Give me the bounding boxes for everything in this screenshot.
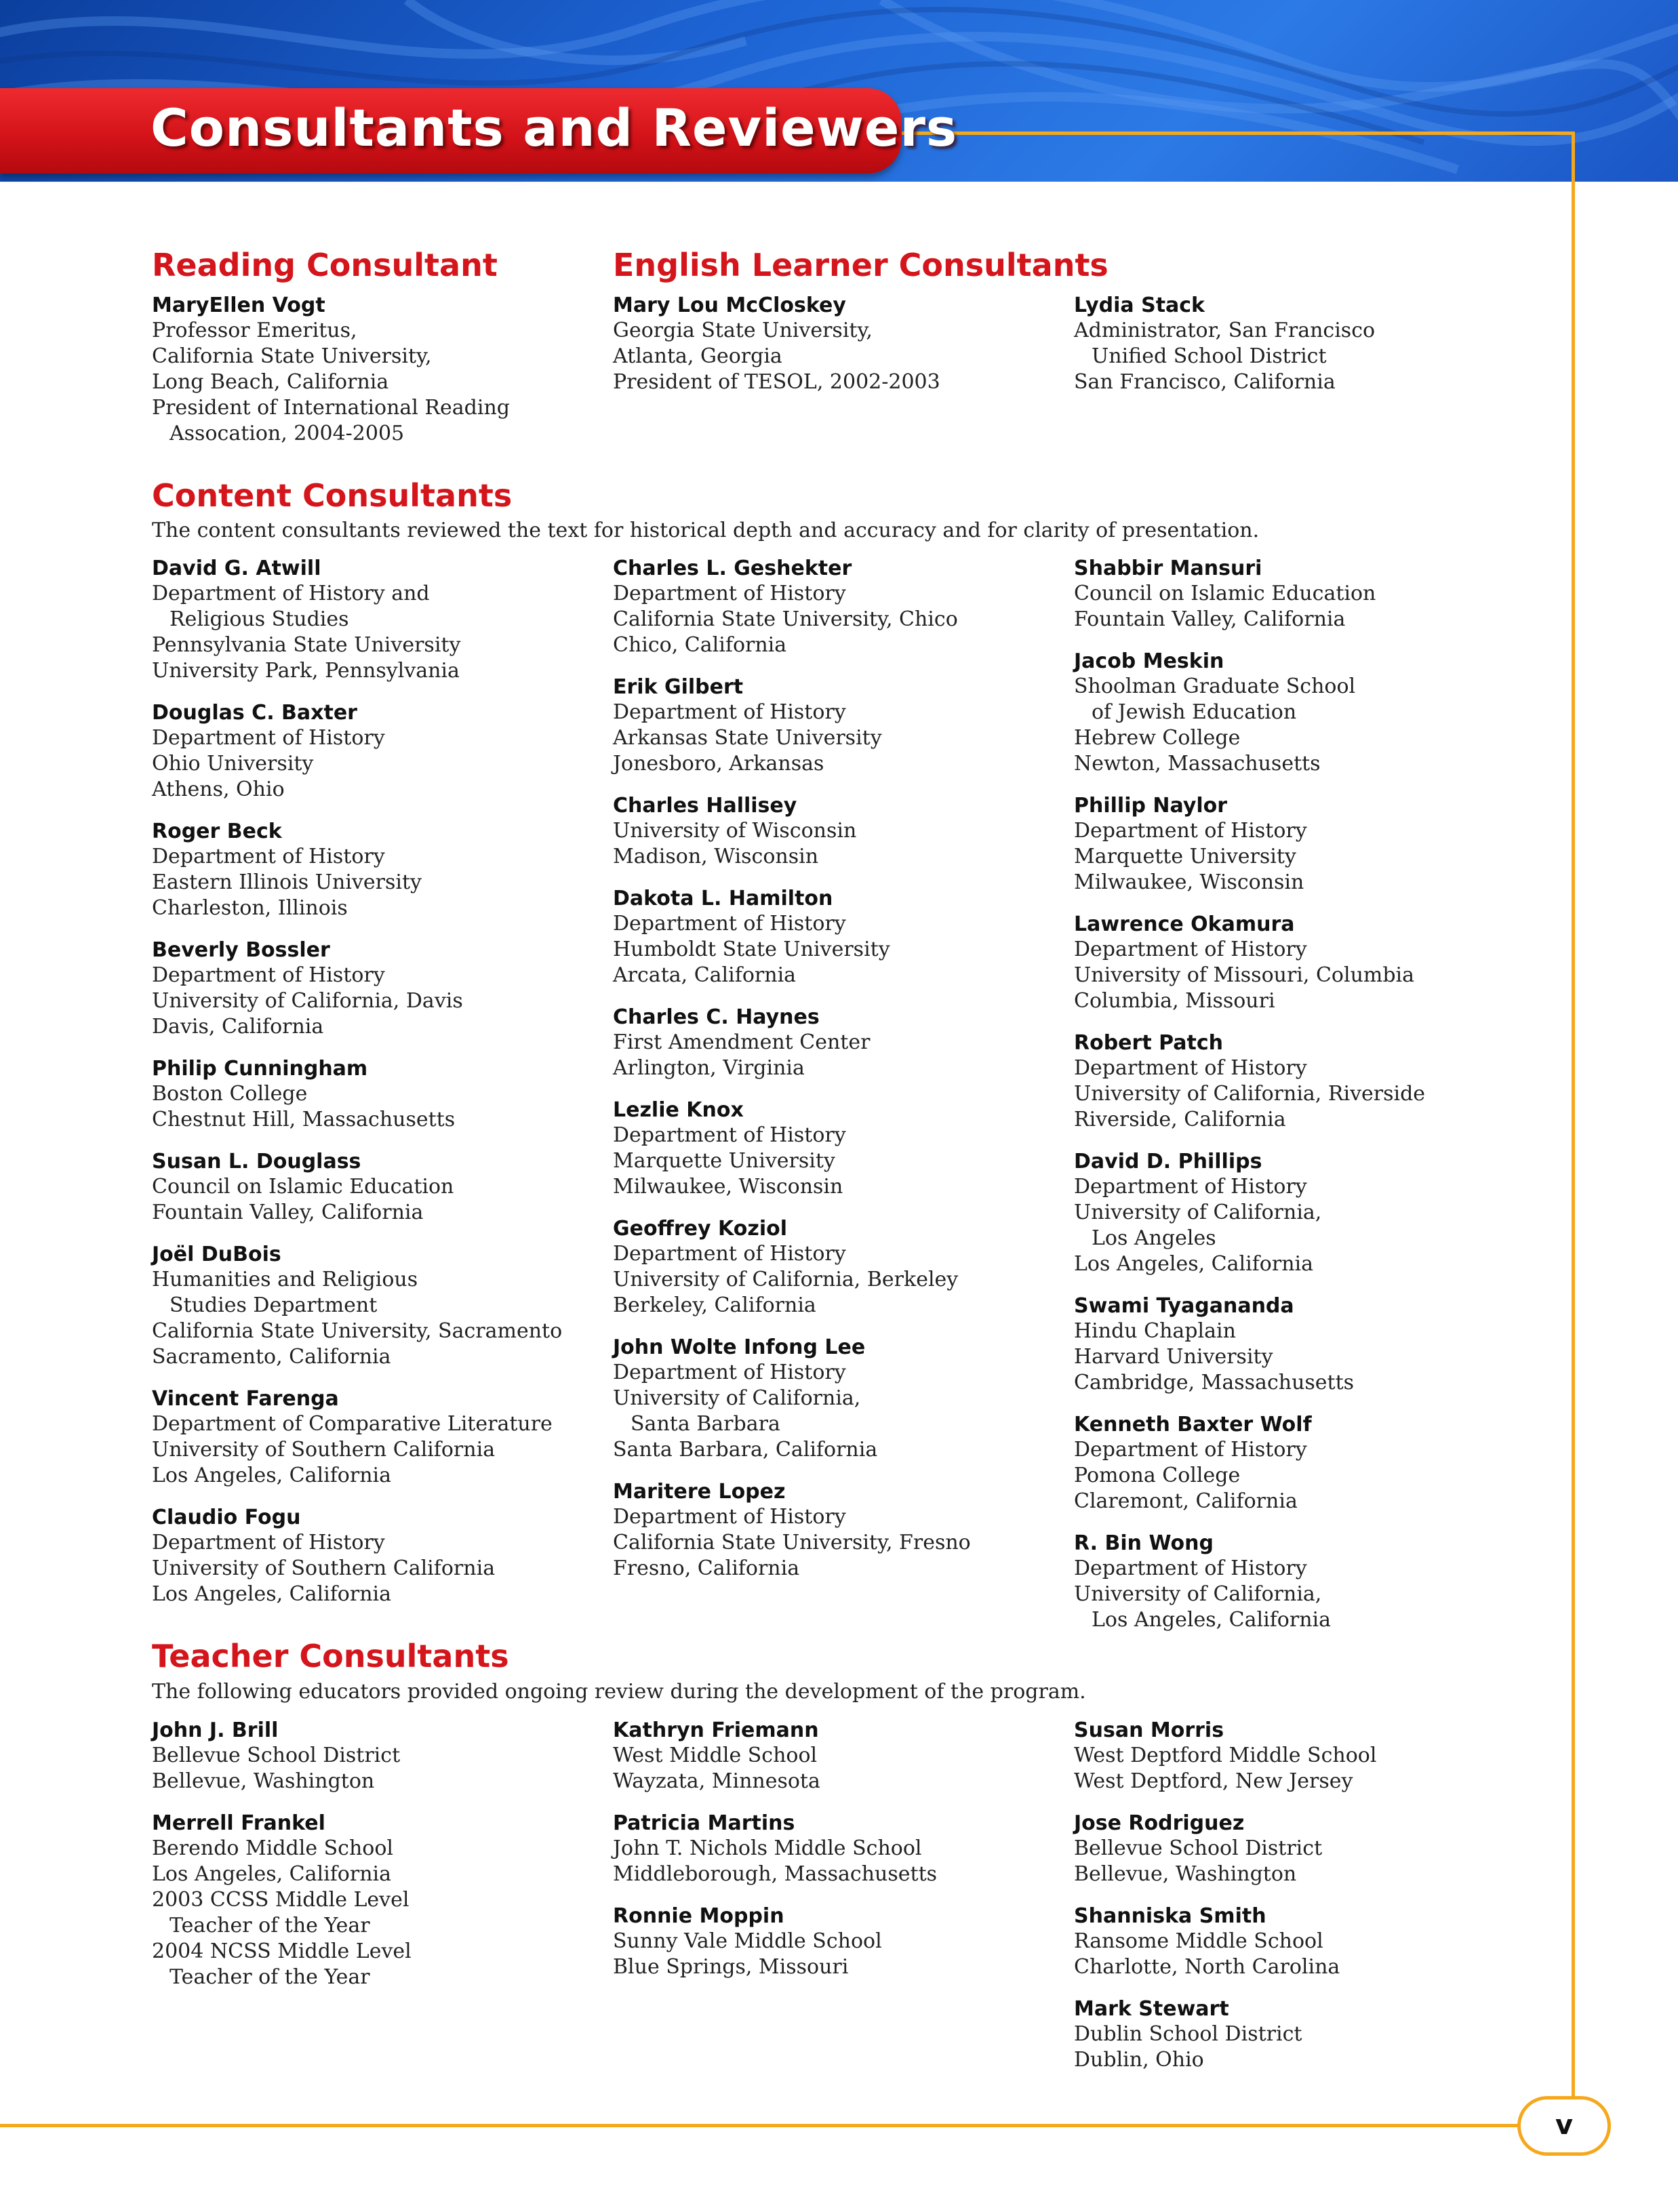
content-consultants-col1 xyxy=(152,556,599,1624)
consultant-affiliation-line: Teacher of the Year xyxy=(169,1914,370,1937)
consultant-name: R. Bin Wong xyxy=(1074,1531,1214,1555)
consultant-affiliation-line: Department of History xyxy=(152,726,385,750)
consultant-name: Charles Hallisey xyxy=(613,794,797,818)
consultant-name: David D. Phillips xyxy=(1074,1150,1262,1173)
consultant-entry xyxy=(152,938,599,1040)
consultant-entry xyxy=(613,1335,1060,1463)
consultant-affiliation-line: Sunny Vale Middle School xyxy=(613,1929,882,1953)
consultant-name: Kathryn Friemann xyxy=(613,1718,819,1742)
consultant-name: Dakota L. Hamilton xyxy=(613,887,833,910)
consultant-entry xyxy=(613,1811,1060,1887)
consultant-affiliation-line: West Middle School xyxy=(613,1744,818,1767)
consultant-affiliation-line: Bellevue School District xyxy=(152,1744,401,1767)
consultant-affiliation-line: Boston College xyxy=(152,1082,308,1106)
teacher-consultants-col3 xyxy=(1074,1718,1521,2089)
consultant-entry xyxy=(152,1718,599,1794)
consultant-affiliation-line: Professor Emeritus, xyxy=(152,319,357,342)
consultant-affiliation-line: Department of History xyxy=(1074,1438,1307,1462)
consultant-affiliation-line: Los Angeles, California xyxy=(1092,1608,1332,1632)
consultant-affiliation-line: Department of History xyxy=(152,963,385,987)
consultant-name: John J. Brill xyxy=(152,1718,279,1742)
consultant-affiliation-line: Bellevue School District xyxy=(1074,1836,1323,1860)
consultant-name: Erik Gilbert xyxy=(613,675,744,699)
consultant-name: Swami Tyagananda xyxy=(1074,1294,1294,1318)
consultant-affiliation-line: Department of History xyxy=(1074,819,1307,843)
consultant-name: Vincent Farenga xyxy=(152,1387,339,1411)
english-learner-consultants-heading: English Learner Consultants xyxy=(613,247,1108,283)
consultant-entry xyxy=(1074,1030,1521,1133)
consultant-affiliation-line: California State University, Chico xyxy=(613,607,958,631)
consultant-affiliation-line: University of Southern California xyxy=(152,1438,496,1462)
content-consultants-col2 xyxy=(613,556,1060,1598)
consultant-name: MaryEllen Vogt xyxy=(152,294,325,317)
consultant-entry xyxy=(152,556,599,684)
consultant-affiliation-line: Claremont, California xyxy=(1074,1489,1298,1513)
consultant-affiliation-line: Assocation, 2004-2005 xyxy=(169,422,405,445)
consultant-name: Merrell Frankel xyxy=(152,1811,325,1835)
consultant-affiliation-line: Georgia State University, xyxy=(613,319,873,342)
teacher-consultants-col1 xyxy=(152,1718,599,2007)
consultant-affiliation-line: Berendo Middle School xyxy=(152,1836,394,1860)
page-number: v xyxy=(1517,2096,1611,2156)
consultant-entry xyxy=(613,293,1060,395)
consultant-affiliation-line: Ransome Middle School xyxy=(1074,1929,1323,1953)
consultant-entry xyxy=(152,700,599,803)
consultant-affiliation-line: Wayzata, Minnesota xyxy=(613,1769,820,1793)
consultant-affiliation-line: Department of History xyxy=(1074,1175,1307,1199)
reading-consultant-list xyxy=(152,293,599,463)
consultant-name: Jacob Meskin xyxy=(1074,649,1224,673)
consultant-affiliation-line: Chico, California xyxy=(613,633,787,657)
consultant-entry xyxy=(613,1098,1060,1200)
consultant-affiliation-line: Riverside, California xyxy=(1074,1108,1286,1131)
consultant-affiliation-line: Charleston, Illinois xyxy=(152,896,348,920)
consultant-affiliation-line: Department of History xyxy=(613,912,846,936)
consultant-name: Patricia Martins xyxy=(613,1811,795,1835)
consultant-entry xyxy=(1074,293,1521,395)
consultant-affiliation-line: University of Southern California xyxy=(152,1556,496,1580)
consultant-entry xyxy=(1074,1811,1521,1887)
consultant-affiliation-line: California State University, xyxy=(152,344,432,368)
consultant-affiliation-line: Los Angeles, California xyxy=(1074,1252,1314,1276)
consultant-entry xyxy=(613,793,1060,870)
consultant-entry xyxy=(152,1242,599,1370)
consultant-name: Susan L. Douglass xyxy=(152,1150,361,1173)
consultant-affiliation-line: Teacher of the Year xyxy=(169,1965,370,1989)
consultant-affiliation-line: Pomona College xyxy=(1074,1464,1241,1487)
consultant-affiliation-line: Los Angeles xyxy=(1092,1226,1216,1250)
consultant-affiliation-line: Department of History xyxy=(613,1242,846,1266)
reading-consultant-heading: Reading Consultant xyxy=(152,247,498,283)
consultant-affiliation-line: President of TESOL, 2002-2003 xyxy=(613,370,940,394)
consultant-affiliation-line: Arlington, Virginia xyxy=(613,1056,805,1080)
consultant-name: Lydia Stack xyxy=(1074,294,1205,317)
consultant-affiliation-line: Berkeley, California xyxy=(613,1293,816,1317)
consultant-affiliation-line: Charlotte, North Carolina xyxy=(1074,1955,1340,1979)
consultant-affiliation-line: University of California, xyxy=(1074,1201,1322,1224)
consultant-affiliation-line: Dublin School District xyxy=(1074,2022,1302,2046)
consultant-affiliation-line: John T. Nichols Middle School xyxy=(613,1836,922,1860)
consultant-affiliation-line: Department of History xyxy=(613,1505,846,1529)
consultant-entry xyxy=(152,1149,599,1226)
consultant-affiliation-line: 2004 NCSS Middle Level xyxy=(152,1939,412,1963)
consultant-affiliation-line: University of Missouri, Columbia xyxy=(1074,963,1415,987)
consultant-affiliation-line: Hindu Chaplain xyxy=(1074,1319,1236,1343)
frame-right-line xyxy=(1572,132,1575,2129)
consultant-name: Shanniska Smith xyxy=(1074,1904,1266,1928)
consultant-affiliation-line: Bellevue, Washington xyxy=(1074,1862,1297,1886)
frame-top-line xyxy=(902,132,1575,135)
consultant-entry xyxy=(613,1005,1060,1081)
consultant-name: Ronnie Moppin xyxy=(613,1904,784,1928)
consultant-affiliation-line: West Deptford Middle School xyxy=(1074,1744,1377,1767)
consultant-affiliation-line: Arkansas State University xyxy=(613,726,882,750)
consultant-affiliation-line: Fresno, California xyxy=(613,1556,800,1580)
consultant-affiliation-line: Sacramento, California xyxy=(152,1345,391,1369)
consultant-affiliation-line: Milwaukee, Wisconsin xyxy=(1074,870,1304,894)
consultant-affiliation-line: Eastern Illinois University xyxy=(152,870,422,894)
consultant-name: Lawrence Okamura xyxy=(1074,912,1295,936)
consultant-entry xyxy=(613,1216,1060,1319)
consultant-affiliation-line: Arcata, California xyxy=(613,963,797,987)
consultant-affiliation-line: Department of History xyxy=(152,845,385,868)
consultant-name: Douglas C. Baxter xyxy=(152,701,357,725)
consultant-entry xyxy=(613,1479,1060,1582)
consultant-affiliation-line: Marquette University xyxy=(613,1149,835,1173)
consultant-affiliation-line: of Jewish Education xyxy=(1092,700,1297,724)
consultant-entry xyxy=(1074,1412,1521,1514)
consultant-affiliation-line: Atlanta, Georgia xyxy=(613,344,782,368)
consultant-affiliation-line: West Deptford, New Jersey xyxy=(1074,1769,1353,1793)
consultant-name: Mark Stewart xyxy=(1074,1997,1229,2021)
consultant-affiliation-line: Fountain Valley, California xyxy=(152,1201,424,1224)
consultant-name: Lezlie Knox xyxy=(613,1098,744,1122)
consultant-affiliation-line: Council on Islamic Education xyxy=(1074,582,1376,605)
teacher-consultants-intro: The following educators provided ongoing review during the development of the program. xyxy=(152,1680,1086,1704)
consultant-name: Claudio Fogu xyxy=(152,1506,301,1529)
consultant-affiliation-line: Harvard University xyxy=(1074,1345,1273,1369)
consultant-affiliation-line: Department of History xyxy=(1074,1056,1307,1080)
title-bar xyxy=(0,88,958,174)
consultant-affiliation-line: Fountain Valley, California xyxy=(1074,607,1346,631)
consultant-affiliation-line: Department of History xyxy=(613,1361,846,1384)
consultant-affiliation-line: Department of History xyxy=(152,1531,385,1554)
english-learner-list-col1 xyxy=(613,293,1060,411)
consultant-affiliation-line: University of Wisconsin xyxy=(613,819,857,843)
consultant-affiliation-line: University of California, xyxy=(613,1386,861,1410)
consultant-entry xyxy=(1074,912,1521,1014)
consultant-affiliation-line: Los Angeles, California xyxy=(152,1862,392,1886)
consultant-affiliation-line: Hebrew College xyxy=(1074,726,1241,750)
consultant-entry xyxy=(152,1505,599,1607)
consultant-affiliation-line: Department of History xyxy=(613,1123,846,1147)
consultant-affiliation-line: Religious Studies xyxy=(169,607,349,631)
consultant-affiliation-line: Dublin, Ohio xyxy=(1074,2048,1204,2072)
consultant-entry xyxy=(613,556,1060,658)
consultant-name: Roger Beck xyxy=(152,820,282,843)
consultant-name: Charles C. Haynes xyxy=(613,1005,820,1029)
consultant-affiliation-line: Department of History xyxy=(1074,1556,1307,1580)
consultant-affiliation-line: Blue Springs, Missouri xyxy=(613,1955,849,1979)
consultant-entry xyxy=(613,1718,1060,1794)
consultant-name: Susan Morris xyxy=(1074,1718,1224,1742)
consultant-affiliation-line: University of California, Berkeley xyxy=(613,1268,959,1291)
consultant-affiliation-line: Unified School District xyxy=(1092,344,1327,368)
consultant-affiliation-line: Department of History xyxy=(1074,938,1307,961)
consultant-entry xyxy=(152,819,599,921)
consultant-affiliation-line: Humanities and Religious xyxy=(152,1268,418,1291)
consultant-name: Kenneth Baxter Wolf xyxy=(1074,1413,1312,1436)
english-learner-list-col2 xyxy=(1074,293,1521,411)
consultant-affiliation-line: Los Angeles, California xyxy=(152,1464,392,1487)
consultant-entry xyxy=(1074,1293,1521,1396)
consultant-affiliation-line: University of California, Davis xyxy=(152,989,463,1013)
consultant-entry xyxy=(1074,1718,1521,1794)
consultant-name: Phillip Naylor xyxy=(1074,794,1228,818)
consultant-affiliation-line: Madison, Wisconsin xyxy=(613,845,819,868)
consultant-affiliation-line: Department of History and xyxy=(152,582,430,605)
consultant-name: Beverly Bossler xyxy=(152,938,330,962)
consultant-affiliation-line: University of California, xyxy=(1074,1582,1322,1606)
consultant-affiliation-line: San Francisco, California xyxy=(1074,370,1336,394)
consultant-affiliation-line: Milwaukee, Wisconsin xyxy=(613,1175,843,1199)
consultant-name: Shabbir Mansuri xyxy=(1074,557,1262,580)
consultant-affiliation-line: Middleborough, Massachusetts xyxy=(613,1862,938,1886)
consultant-affiliation-line: President of International Reading xyxy=(152,396,510,420)
consultant-affiliation-line: Marquette University xyxy=(1074,845,1296,868)
content-consultants-col3 xyxy=(1074,556,1521,1649)
consultant-affiliation-line: California State University, Sacramento xyxy=(152,1319,563,1343)
consultant-name: John Wolte Infong Lee xyxy=(613,1335,866,1359)
consultant-affiliation-line: Athens, Ohio xyxy=(152,778,285,801)
consultant-affiliation-line: Santa Barbara, California xyxy=(613,1438,878,1462)
consultant-entry xyxy=(152,1811,599,1990)
consultant-name: Joël DuBois xyxy=(152,1243,281,1266)
consultant-name: Maritere Lopez xyxy=(613,1480,786,1504)
consultant-affiliation-line: University Park, Pennsylvania xyxy=(152,659,460,683)
consultant-affiliation-line: Ohio University xyxy=(152,752,314,776)
consultant-name: David G. Atwill xyxy=(152,557,321,580)
consultant-entry xyxy=(1074,556,1521,632)
consultant-entry xyxy=(1074,1996,1521,2073)
consultant-entry xyxy=(1074,793,1521,896)
consultant-affiliation-line: Davis, California xyxy=(152,1015,324,1039)
consultant-entry xyxy=(613,675,1060,777)
consultant-name: Geoffrey Koziol xyxy=(613,1217,787,1241)
consultant-affiliation-line: Long Beach, California xyxy=(152,370,389,394)
consultant-entry xyxy=(152,1386,599,1489)
consultant-entry xyxy=(152,1056,599,1133)
consultant-affiliation-line: 2003 CCSS Middle Level xyxy=(152,1888,409,1912)
consultant-affiliation-line: Administrator, San Francisco xyxy=(1074,319,1376,342)
consultant-affiliation-line: Los Angeles, California xyxy=(152,1582,392,1606)
consultant-affiliation-line: First Amendment Center xyxy=(613,1030,871,1054)
consultant-name: Jose Rodriguez xyxy=(1074,1811,1245,1835)
consultant-entry xyxy=(1074,1531,1521,1633)
consultant-affiliation-line: Pennsylvania State University xyxy=(152,633,461,657)
consultant-affiliation-line: Shoolman Graduate School xyxy=(1074,675,1356,698)
content-consultants-intro: The content consultants reviewed the text for historical depth and accuracy and for clarity of presentation. xyxy=(152,519,1260,542)
teacher-consultants-heading: Teacher Consultants xyxy=(152,1638,509,1674)
consultant-affiliation-line: Council on Islamic Education xyxy=(152,1175,454,1199)
consultant-affiliation-line: Columbia, Missouri xyxy=(1074,989,1275,1013)
consultant-affiliation-line: Chestnut Hill, Massachusetts xyxy=(152,1108,456,1131)
consultant-entry xyxy=(1074,1904,1521,1980)
page-title: Consultants and Reviewers xyxy=(151,98,958,158)
consultant-affiliation-line: Jonesboro, Arkansas xyxy=(613,752,824,776)
consultant-entry xyxy=(1074,1149,1521,1277)
consultant-entry xyxy=(613,886,1060,988)
teacher-consultants-col2 xyxy=(613,1718,1060,1996)
consultant-affiliation-line: California State University, Fresno xyxy=(613,1531,971,1554)
content-consultants-heading: Content Consultants xyxy=(152,477,513,514)
consultant-affiliation-line: Bellevue, Washington xyxy=(152,1769,375,1793)
consultant-affiliation-line: Santa Barbara xyxy=(631,1412,780,1436)
consultant-name: Philip Cunningham xyxy=(152,1057,368,1081)
consultant-affiliation-line: Humboldt State University xyxy=(613,938,890,961)
consultant-entry xyxy=(1074,649,1521,777)
frame-bottom-line xyxy=(0,2124,1519,2127)
consultant-affiliation-line: Department of Comparative Literature xyxy=(152,1412,553,1436)
consultant-affiliation-line: University of California, Riverside xyxy=(1074,1082,1426,1106)
consultant-affiliation-line: Newton, Massachusetts xyxy=(1074,752,1321,776)
consultant-affiliation-line: Department of History xyxy=(613,700,846,724)
consultant-name: Charles L. Geshekter xyxy=(613,557,852,580)
consultant-name: Mary Lou McCloskey xyxy=(613,294,846,317)
consultant-entry xyxy=(613,1904,1060,1980)
consultant-affiliation-line: Department of History xyxy=(613,582,846,605)
consultant-affiliation-line: Studies Department xyxy=(169,1293,378,1317)
consultant-affiliation-line: Cambridge, Massachusetts xyxy=(1074,1371,1355,1394)
consultant-entry xyxy=(152,293,599,447)
consultant-name: Robert Patch xyxy=(1074,1031,1224,1055)
